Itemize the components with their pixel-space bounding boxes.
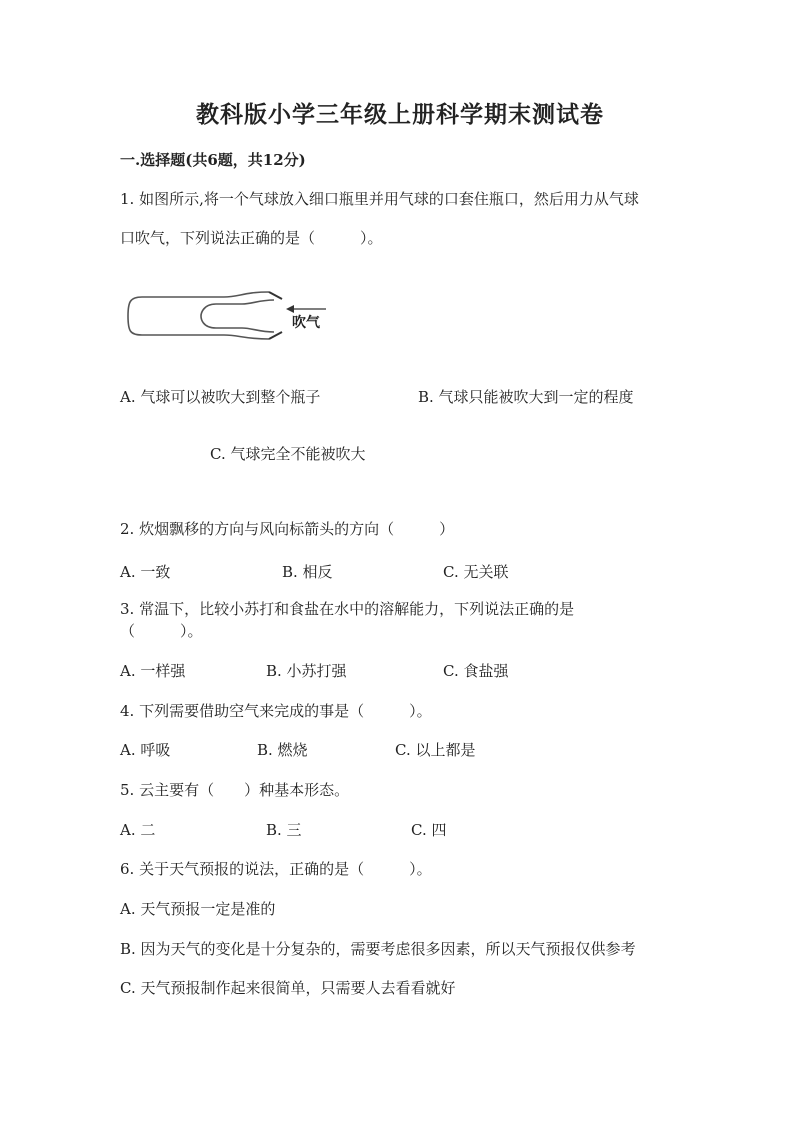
question-6-option-a: A. 天气预报一定是准的: [120, 900, 276, 918]
figure-label-blow: 吹气: [292, 315, 320, 331]
question-3-line-2: （ ）。: [120, 622, 203, 640]
question-3-option-c: C. 食盐强: [443, 662, 509, 680]
question-1-option-c: C. 气球完全不能被吹大: [210, 445, 366, 463]
question-1-line-2: 口吹气，下列说法正确的是（ ）。: [120, 229, 383, 247]
bottle-balloon-figure: [124, 284, 344, 348]
question-6-line-1: 6. 关于天气预报的说法，正确的是（ ）。: [120, 860, 432, 878]
question-5-option-b: B. 三: [266, 821, 302, 839]
section-heading: 一.选择题(共6题，共12分): [120, 151, 306, 169]
bottle-outline: [128, 292, 269, 339]
question-5-option-a: A. 二: [120, 821, 156, 839]
question-1-option-a: A. 气球可以被吹大到整个瓶子: [120, 388, 321, 406]
question-1-option-b: B. 气球只能被吹大到一定的程度: [418, 388, 634, 406]
question-4-option-c: C. 以上都是: [395, 741, 476, 759]
question-3-line-1: 3. 常温下，比较小苏打和食盐在水中的溶解能力，下列说法正确的是: [120, 600, 575, 618]
question-3-option-b: B. 小苏打强: [266, 662, 347, 680]
question-6-option-b: B. 因为天气的变化是十分复杂的，需要考虑很多因素，所以天气预报仅供参考: [120, 940, 636, 958]
question-2-option-c: C. 无关联: [443, 563, 509, 581]
question-4-option-a: A. 呼吸: [120, 741, 171, 759]
question-2-line-1: 2. 炊烟飘移的方向与风向标箭头的方向（ ）: [120, 520, 455, 538]
balloon-outline: [201, 300, 274, 332]
question-4-line-1: 4. 下列需要借助空气来完成的事是（ ）。: [120, 702, 432, 720]
question-5-option-c: C. 四: [411, 821, 447, 839]
question-2-option-b: B. 相反: [282, 563, 333, 581]
question-6-option-c: C. 天气预报制作起来很简单，只需要人去看看就好: [120, 979, 456, 997]
question-1-line-1: 1. 如图所示,将一个气球放入细口瓶里并用气球的口套住瓶口，然后用力从气球: [120, 190, 639, 208]
question-5-line-1: 5. 云主要有（ ）种基本形态。: [120, 781, 350, 799]
question-3-option-a: A. 一样强: [120, 662, 186, 680]
question-2-option-a: A. 一致: [120, 563, 171, 581]
question-4-option-b: B. 燃烧: [257, 741, 308, 759]
page-title: 教科版小学三年级上册科学期末测试卷: [196, 101, 604, 128]
